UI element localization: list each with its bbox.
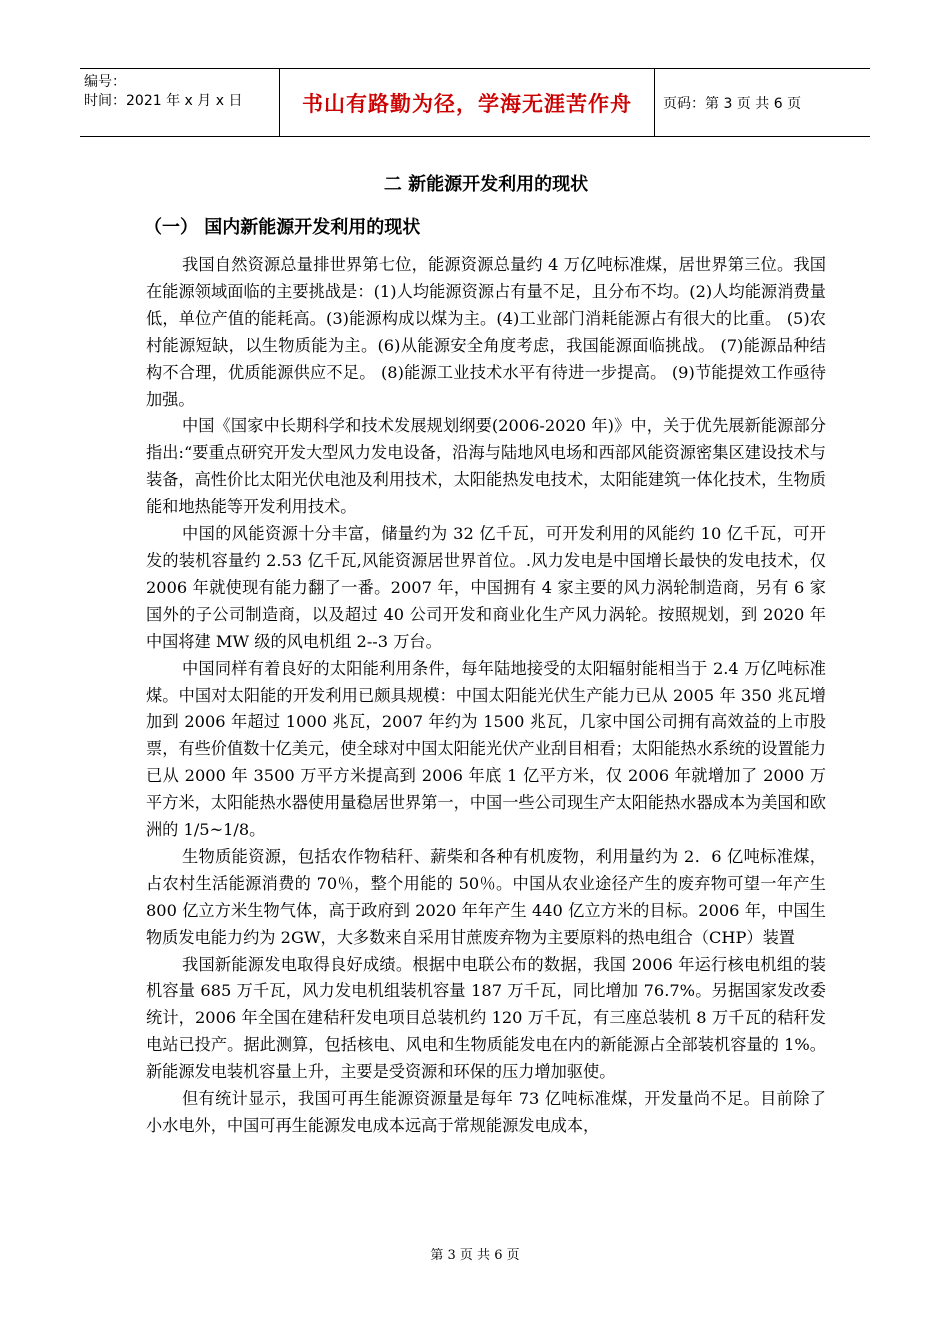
paragraph: 中国同样有着良好的太阳能利用条件，每年陆地接受的太阳辐射能相当于 2.4 万亿吨标准煤。中国对太阳能的开发利用已颇具规模：中国太阳能光伏生产能力已从 2005 年 350 兆瓦增加到 2006 年超过 1000 兆瓦，2007 年约为 1500 兆瓦，几家中国公司拥有高效益的上市股票，有些价值数十亿美元，使全球对中国太阳能光伏产业刮目相看；太阳能热水系统的设置能力已从 2000 年 3500 万平方米提高到 2006 年底 1 亿平方米，仅 2006 年就增加了 2000 万平方米，太阳能热水器使用量稳居世界第一，中国一些公司现生产太阳能热水器成本为美国和欧洲的 1/5~1/8。: [146, 658, 826, 840]
paragraph: 但有统计显示，我国可再生能源资源量是每年 73 亿吨标准煤，开发量尚不足。目前除了小水电外，中国可再生能源发电成本远高于常规能源发电成本，: [146, 1089, 826, 1135]
paragraph: 我国自然资源总量排世界第七位，能源资源总量约 4 万亿吨标准煤，居世界第三位。我国在能源领域面临的主要挑战是：(1)人均能源资源占有量不足，且分布不均。(2)人均能源消费量低，单位产值的能耗高。(3)能源构成以煤为主。(4)工业部门消耗能源占有很大的比重。 (5)农村能源短缺，以生物质能为主。(6)从能源安全角度考虑，我国能源面临挑战。 (7)能源品种结构不合理，优质能源供应不足。 (8)能源工业技术水平有待进一步提高。 (9)节能提效工作亟待加强。: [146, 255, 826, 409]
header-motto: 书山有路勤为径，学海无涯苦作舟: [280, 69, 655, 136]
document-header: [80, 68, 870, 137]
page-footer: 第 3 页 共 6 页: [430, 1248, 520, 1263]
section-heading: （一） 国内新能源开发利用的现状: [144, 217, 421, 238]
number-label: 编号：: [84, 74, 126, 90]
time-label: 时间：2021 年 x 月 x 日: [84, 93, 243, 109]
paragraph: 中国的风能资源十分丰富，储量约为 32 亿千瓦，可开发利用的风能约 10 亿千瓦，可开发的装机容量约 2.53 亿千瓦,风能资源居世界首位。.风力发电是中国增长最快的发电技术，仅 2006 年就使现有能力翻了一番。2007 年，中国拥有 4 家主要的风力涡轮制造商，另有 6 家国外的子公司制造商，以及超过 40 公司开发和商业化生产风力涡轮。按照规划，到 2020 年中国将建 MW 级的风电机组 2--3 万台。: [146, 524, 826, 651]
page-title: 二 新能源开发利用的现状: [383, 174, 589, 195]
document-body: [146, 168, 826, 1140]
paragraph: 中国《国家中长期科学和技术发展规划纲要(2006-2020 年)》中，关于优先展新能源部分指出:“要重点研究开发大型风力发电设备，沿海与陆地风电场和西部风能资源密集区建设技术与装备，高性价比太阳光伏电池及利用技术，太阳能热发电技术，太阳能建筑一体化技术，生物质能和地热能等开发利用技术。: [146, 416, 826, 517]
header-page-info: 页码：第 3 页 共 6 页: [663, 95, 802, 112]
paragraph: 生物质能资源，包括农作物秸秆、薪柴和各种有机废物，利用量约为 2．6 亿吨标准煤，占农村生活能源消费的 70％，整个用能的 50％。中国从农业途径产生的废弃物可望一年产生 800 亿立方米生物气体，高于政府到 2020 年年产生 440 亿立方米的目标。2006 年，中国生物质发电能力约为 2GW，大多数来自采用甘蔗废弃物为主要原料的热电组合（CHP）装置: [146, 846, 826, 947]
header-meta: [80, 69, 280, 136]
paragraph: 我国新能源发电取得良好成绩。根据中电联公布的数据，我国 2006 年运行核电机组的装机容量 685 万千瓦，风力发电机组装机容量 187 万千瓦，同比增加 76.7%。另据国家发改委统计，2006 年全国在建秸秆发电项目总装机约 120 万千瓦，有三座总装机 8 万千瓦的秸秆发电站已投产。据此测算，包括核电、风电和生物质能发电在内的新能源占全部装机容量的 1%。新能源发电装机容量上升，主要是受资源和环保的压力增加驱使。: [146, 954, 826, 1082]
